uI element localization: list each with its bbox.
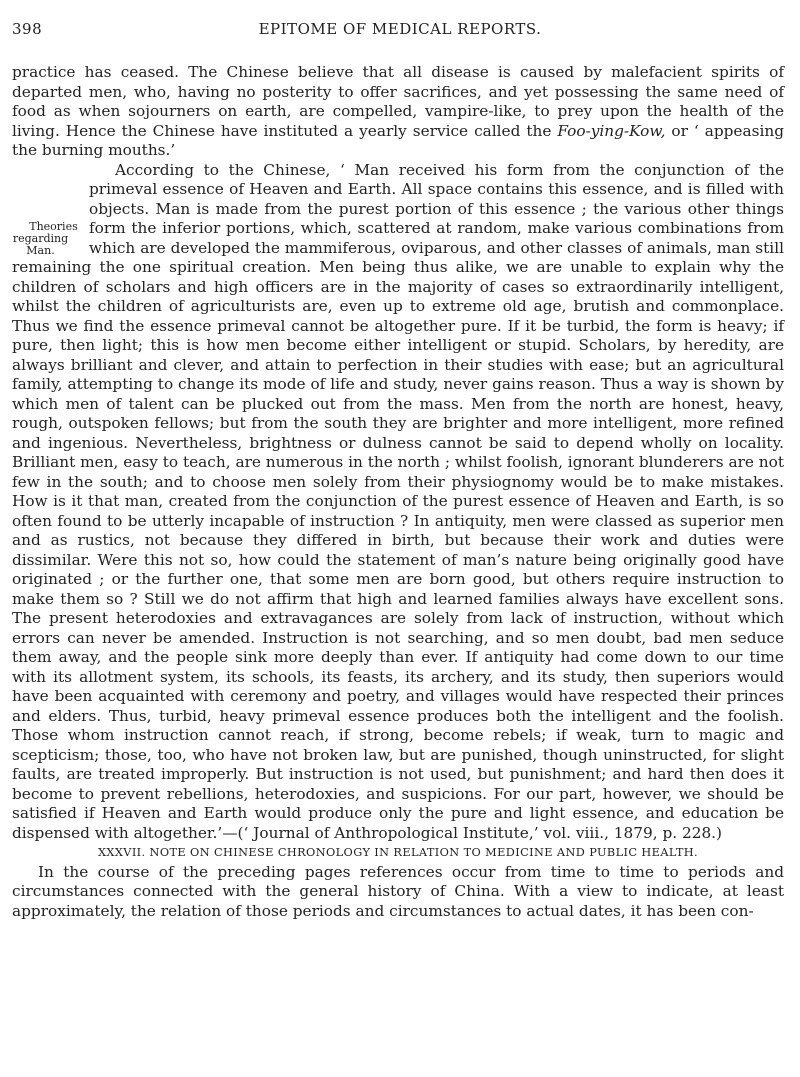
italic-term: Foo-ying-Kow, [557, 121, 666, 140]
paragraph-3: In the course of the preceding pages references occur from time to time to periods and circumstances connected with the general history of China. With a view to indicate, at least approximately, the relation of those periods and circumstances to actual dates, it has been con- [12, 862, 784, 920]
page-header [12, 20, 788, 44]
page-number: 398 [12, 20, 43, 38]
paragraph-1: practice has ceased. The Chinese believe that all disease is caused by malefacient spirits of departed men, who, having no posterity to offer sacrifices, and yet possessing the same need of food as when sojourners on earth, are compelled, vampire-like, to prey upon the health of the living. Hence the Chinese have instituted a yearly service called the Foo-ying-Kow, or ‘ appeasing the burning mouths.’ [12, 63, 784, 159]
section-heading: XXXVII. NOTE ON CHINESE CHRONOLOGY IN RELATION TO MEDICINE AND PUBLIC HEALTH. [97, 846, 699, 859]
running-head: EPITOME OF MEDICAL REPORTS. [258, 20, 542, 38]
paragraph-2: Theories regarding Man. According to the Chinese, ‘ Man received his form from the conjunction of the primeval essence of Heaven and Earth. All space contains this essence, and is filled with objects. Man is made from the purest portion of this essence ; the various other things form the inferior portions, which, scattered at random, make various combinations from which are developed the mammiferous, oviparous, and other classes of animals, man still remaining the one spiritual creation. Men being thus alike, we are unable to explain why the children of scholars and high officers are in the majority of cases so extraordinarily intelligent, whilst the children of agriculturists are, even up to extreme old age, brutish and commonplace. Thus we find the essence primeval cannot be altogether pure. If it be turbid, the form is heavy; if pure, then light; this is how men become either intelligent or stupid. Scholars, by heredity, are always brilliant and clever, and attain to perfection in their studies with ease; but an agricultural family, attempting to change its mode of life and study, never gains reason. Thus a way is shown by which men of talent can be plucked out from the mass. Men from the north are honest, heavy, rough, outspoken fellows; but from the south they are brighter and more intelligent, more refined and ingenious. Nevertheless, brightness or dulness cannot be said to depend wholly on locality. Brilliant men, easy to teach, are numerous in the north ; whilst foolish, ignorant blunderers are not few in the south; and to choose men solely from their physiognomy would be to make mistakes. How is it that man, created from the conjunction of the purest essence of Heaven and Earth, is so often found to be utterly incapable of instruction ? In antiquity, men were classed as superior men and as rustics, not because they differed in birth, but because their work and duties were dissimilar. Were this not so, how could the statement of man’s nature being originally good have originated ; or the further one, that some men are born good, but others require instruction to make them so ? Still we do not affirm that high and learned families always have excellent sons. The present heterodoxies and extravagances are solely from lack of instruction, without which errors can never be amended. Instruction is not searching, and so men doubt, bad men seduce them away, and the people sink more deeply than ever. If antiquity had come down to our time with its allotment system, its schools, its feasts, its archery, and its study, then superiors would have been acquainted with ceremony and poetry, and villages would have respected their princes and elders. Thus, turbid, heavy primeval essence produces both the intelligent and the foolish. Those whom instruction cannot reach, if strong, become rebels; if weak, turn to magic and scepticism; those, too, who have not broken law, but are punished, though uninstructed, for slight faults, are treated improperly. But instruction is not used, but punishment; and hard then does it become to prevent rebellions, heterodoxies, and suspicions. For our part, however, we should be satisfied if Heaven and Earth would produce only the pure and light essence, and education be dispensed with altogether.’—(‘ Journal of Anthropological Institute,’ vol. viii., 1879, p. 228.) [12, 161, 784, 844]
margin-note: Theories regarding Man. [12, 219, 78, 257]
body-text [12, 63, 784, 921]
